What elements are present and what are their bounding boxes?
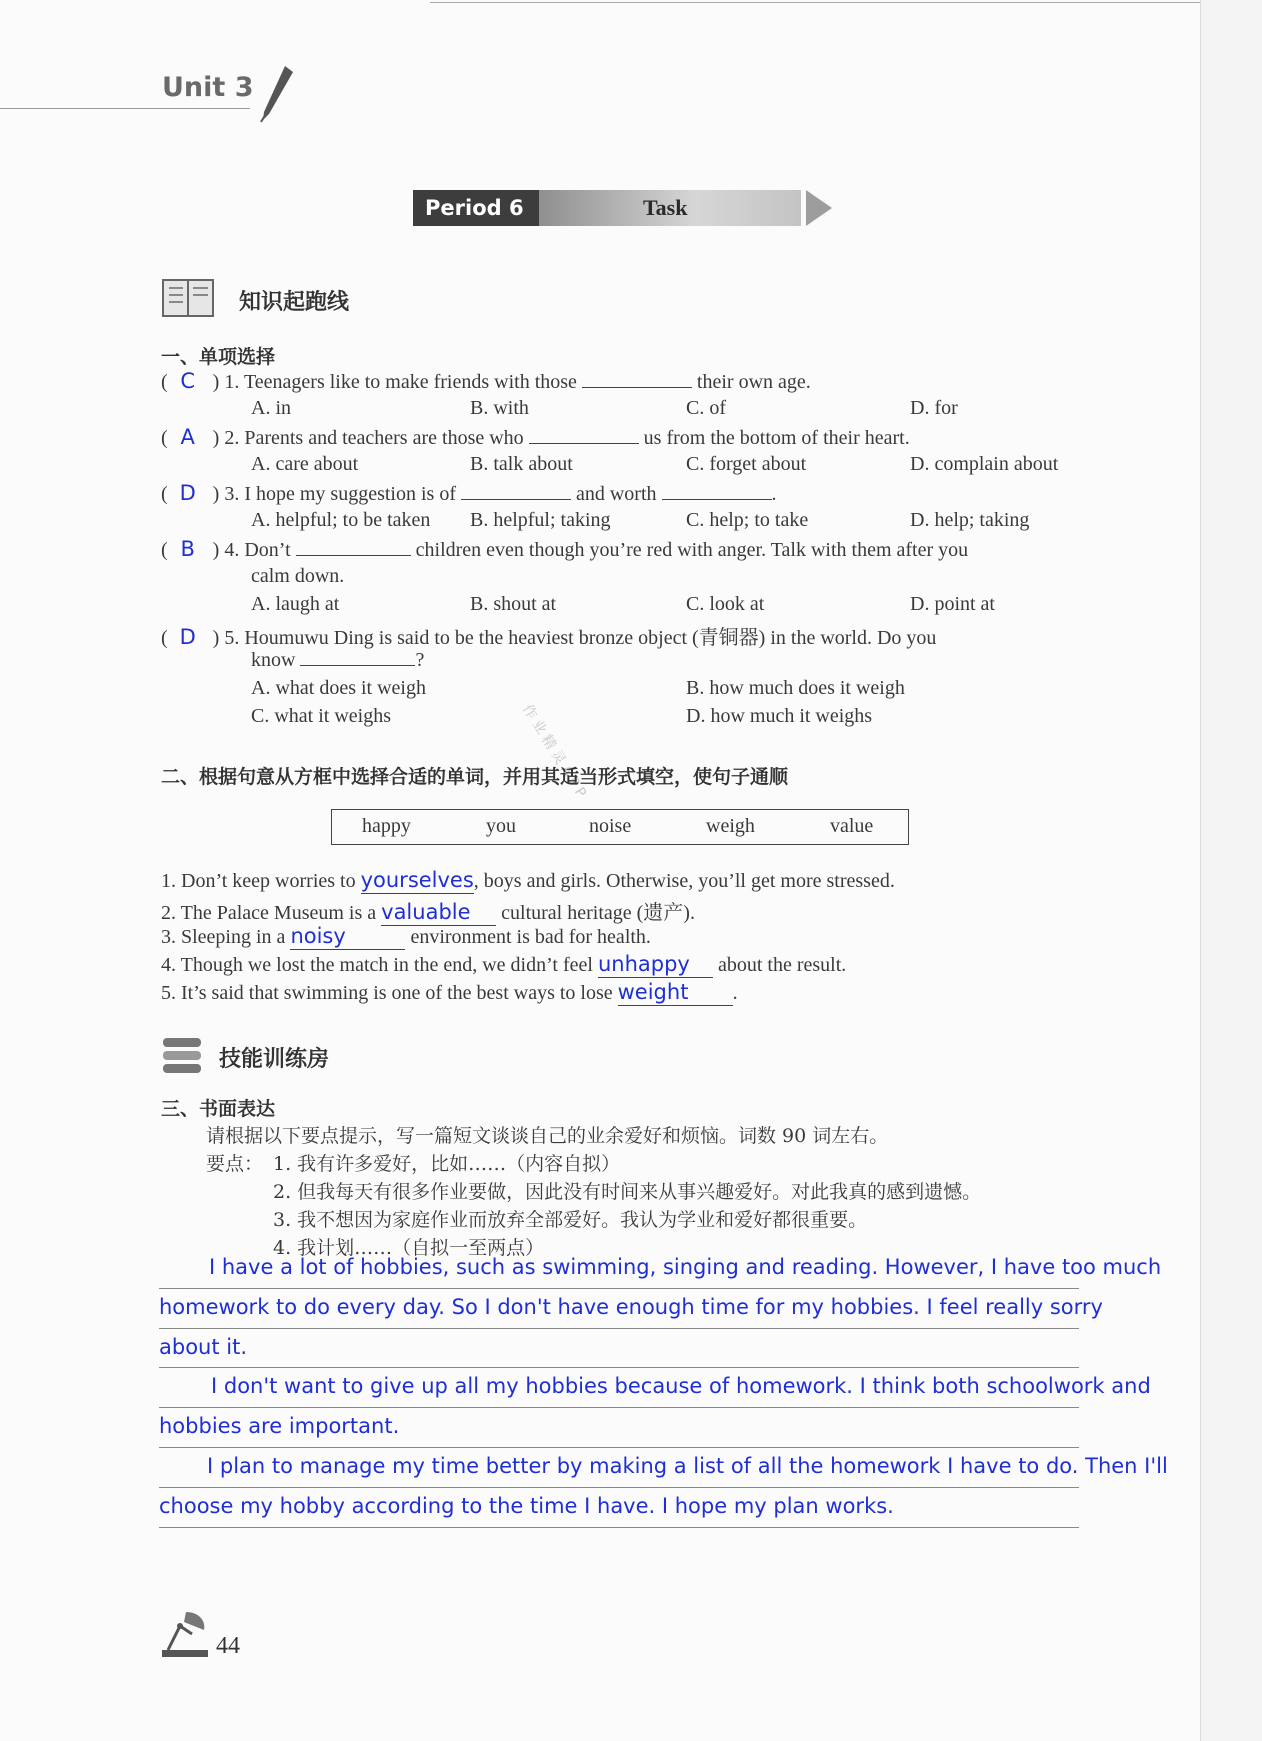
essay-line-2: homework to do every day. So I don't have enough time for my hobbies. I feel really sorry xyxy=(159,1295,1103,1319)
q4-option-a: A. laugh at xyxy=(251,593,340,615)
q5-option-d: D. how much it weighs xyxy=(686,705,873,727)
answer-2: A xyxy=(180,425,195,449)
question-5-cont-pre: know xyxy=(251,649,296,671)
question-5-text: ) 5. Houmuwu Ding is said to be the heaviest bronze object (青铜器) in the world. Do you xyxy=(212,627,937,649)
question-3-text: ) 3. I hope my suggestion is of xyxy=(212,483,456,505)
fill-5-pre: 5. It’s said that swimming is one of the best ways to lose xyxy=(161,982,613,1004)
fill-5-post: . xyxy=(732,982,738,1004)
q5-option-b: B. how much does it weigh xyxy=(686,677,905,699)
blank xyxy=(300,664,415,666)
word-1: happy xyxy=(362,815,411,837)
fill-4-pre: 4. Though we lost the match in the end, we didn’t feel xyxy=(161,954,593,976)
q2-option-b: B. talk about xyxy=(470,453,573,475)
point-2: 2. 但我每天有很多作业要做，因此没有时间来从事兴趣爱好。对此我真的感到遗憾。 xyxy=(273,1181,982,1203)
q4-option-b: B. shout at xyxy=(470,593,557,615)
blank xyxy=(529,442,639,444)
ruled-line xyxy=(159,1447,1079,1448)
question-3-mid: and worth xyxy=(575,483,657,505)
fill-2-post: cultural heritage (遗产). xyxy=(501,902,695,924)
section2-title: 技能训练房 xyxy=(219,1047,330,1072)
ruled-line xyxy=(159,1487,1079,1488)
question-4: ( B ) 4. Don’t children even though you’re red with anger. Talk with them after you xyxy=(161,537,969,561)
q1-option-c: C. of xyxy=(686,397,726,419)
ruled-line xyxy=(159,1527,1079,1528)
fill-1-blank xyxy=(361,868,474,894)
fill-4-blank xyxy=(598,952,713,978)
q1-option-b: B. with xyxy=(470,397,529,419)
fill-1 xyxy=(161,868,895,894)
fill-4 xyxy=(161,952,846,978)
points-label: 要点： xyxy=(206,1153,264,1175)
fill-3 xyxy=(161,924,651,950)
answer-4: B xyxy=(180,537,195,561)
watermark: 作业精灵APP xyxy=(518,701,591,804)
essay-line-1: I have a lot of hobbies, such as swimming, singing and reading. However, I have too much xyxy=(209,1255,1162,1279)
page-number: 44 xyxy=(216,1633,240,1659)
period-label: Period 6 xyxy=(413,190,539,226)
question-1: ( C ) 1. Teenagers like to make friends with those their own age. xyxy=(161,369,811,393)
period-title: Task xyxy=(539,190,801,226)
ruled-line xyxy=(159,1367,1079,1368)
part2-heading: 二、根据句意从方框中选择合适的单词，并用其适当形式填空，使句子通顺 xyxy=(161,766,789,788)
ruled-line xyxy=(159,1288,1079,1289)
word-4: weigh xyxy=(706,815,755,837)
q2-option-c: C. forget about xyxy=(686,453,807,475)
q2-option-d: D. complain about xyxy=(910,453,1059,475)
point-1: 1. 我有许多爱好，比如……（内容自拟） xyxy=(273,1153,621,1175)
essay-line-3: about it. xyxy=(159,1335,248,1359)
q5-option-a: A. what does it weigh xyxy=(251,677,426,699)
ruled-line xyxy=(159,1328,1079,1329)
section1-title: 知识起跑线 xyxy=(239,290,350,315)
blank xyxy=(461,498,571,500)
q4-option-c: C. look at xyxy=(686,593,765,615)
point-4: 4. 我计划……（自拟一至两点） xyxy=(273,1237,545,1259)
fill-3-pre: 3. Sleeping in a xyxy=(161,926,286,948)
word-2: you xyxy=(486,815,516,837)
pen-icon xyxy=(255,62,297,124)
fill-5-blank xyxy=(618,980,733,1006)
q3-option-a: A. helpful; to be taken xyxy=(251,509,431,531)
fill-5 xyxy=(161,980,738,1006)
fill-2 xyxy=(161,896,695,926)
fill-1-answer: yourselves xyxy=(360,868,474,892)
fill-2-pre: 2. The Palace Museum is a xyxy=(161,902,377,924)
question-2-text: ) 2. Parents and teachers are those who xyxy=(212,427,524,449)
fill-1-post: , boys and girls. Otherwise, you’ll get more stressed. xyxy=(473,870,895,892)
question-2: ( A ) 2. Parents and teachers are those who us from the bottom of their heart. xyxy=(161,425,910,449)
essay-line-5: hobbies are important. xyxy=(159,1414,400,1438)
fill-4-answer: unhappy xyxy=(597,952,690,976)
fill-3-answer: noisy xyxy=(290,924,346,948)
fill-3-blank xyxy=(290,924,405,950)
blank xyxy=(296,554,411,556)
q5-option-c: C. what it weighs xyxy=(251,705,391,727)
question-4-cont: calm down. xyxy=(251,565,345,587)
question-2-after: us from the bottom of their heart. xyxy=(643,427,910,449)
answer-3: D xyxy=(179,481,196,505)
ruled-line xyxy=(159,1407,1079,1408)
question-1-text: ) 1. Teenagers like to make friends with those xyxy=(212,371,577,393)
q3-option-d: D. help; taking xyxy=(910,509,1030,531)
word-5: value xyxy=(830,815,874,837)
fill-3-post: environment is bad for health. xyxy=(410,926,651,948)
period-arrow xyxy=(806,190,832,226)
question-5-cont xyxy=(251,649,424,672)
question-5-after: ? xyxy=(415,649,425,671)
book-icon xyxy=(161,276,217,320)
essay-line-4: I don't want to give up all my hobbies because of homework. I think both schoolwork and xyxy=(211,1374,1151,1398)
q1-option-d: D. for xyxy=(910,397,958,419)
stack-icon xyxy=(161,1036,203,1076)
q4-option-d: D. point at xyxy=(910,593,995,615)
part3-heading: 三、书面表达 xyxy=(161,1098,276,1120)
fill-2-answer: valuable xyxy=(381,900,471,924)
instruction: 请根据以下要点提示，写一篇短文谈谈自己的业余爱好和烦恼。词数 90 词左右。 xyxy=(206,1125,889,1147)
q3-option-b: B. helpful; taking xyxy=(470,509,611,531)
question-1-after: their own age. xyxy=(696,371,811,393)
part1-heading: 一、单项选择 xyxy=(161,346,276,368)
unit-rule xyxy=(0,108,250,109)
question-4-after: children even though you’re red with anger. Talk with them after you xyxy=(415,539,969,561)
answer-5: D xyxy=(179,625,196,649)
q1-option-a: A. in xyxy=(251,397,291,419)
fill-5-answer: weight xyxy=(617,980,689,1004)
fill-4-post: about the result. xyxy=(717,954,847,976)
blank xyxy=(662,498,772,500)
point-3: 3. 我不想因为家庭作业而放弃全部爱好。我认为学业和爱好都很重要。 xyxy=(273,1209,868,1231)
top-rule xyxy=(430,2,1200,3)
word-3: noise xyxy=(589,815,632,837)
unit-title: Unit 3 xyxy=(162,72,254,103)
question-3: ( D ) 3. I hope my suggestion is of and worth . xyxy=(161,481,777,505)
question-5: ( D ) 5. Houmuwu Ding is said to be the heaviest bronze object (青铜器) in the world. Do you xyxy=(161,625,937,649)
essay-line-6: I plan to manage my time better by making a list of all the homework I have to do. Then I'll xyxy=(207,1454,1168,1478)
q2-option-a: A. care about xyxy=(251,453,359,475)
essay-line-7: choose my hobby according to the time I have. I hope my plan works. xyxy=(159,1494,894,1518)
answer-1: C xyxy=(180,369,195,393)
question-3-after: . xyxy=(771,483,777,505)
question-4-text: ) 4. Don’t xyxy=(212,539,291,561)
fill-1-pre: 1. Don’t keep worries to xyxy=(161,870,356,892)
desk-lamp-icon xyxy=(158,1604,212,1660)
q3-option-c: C. help; to take xyxy=(686,509,809,531)
blank xyxy=(582,386,692,388)
fill-2-blank xyxy=(381,900,496,926)
